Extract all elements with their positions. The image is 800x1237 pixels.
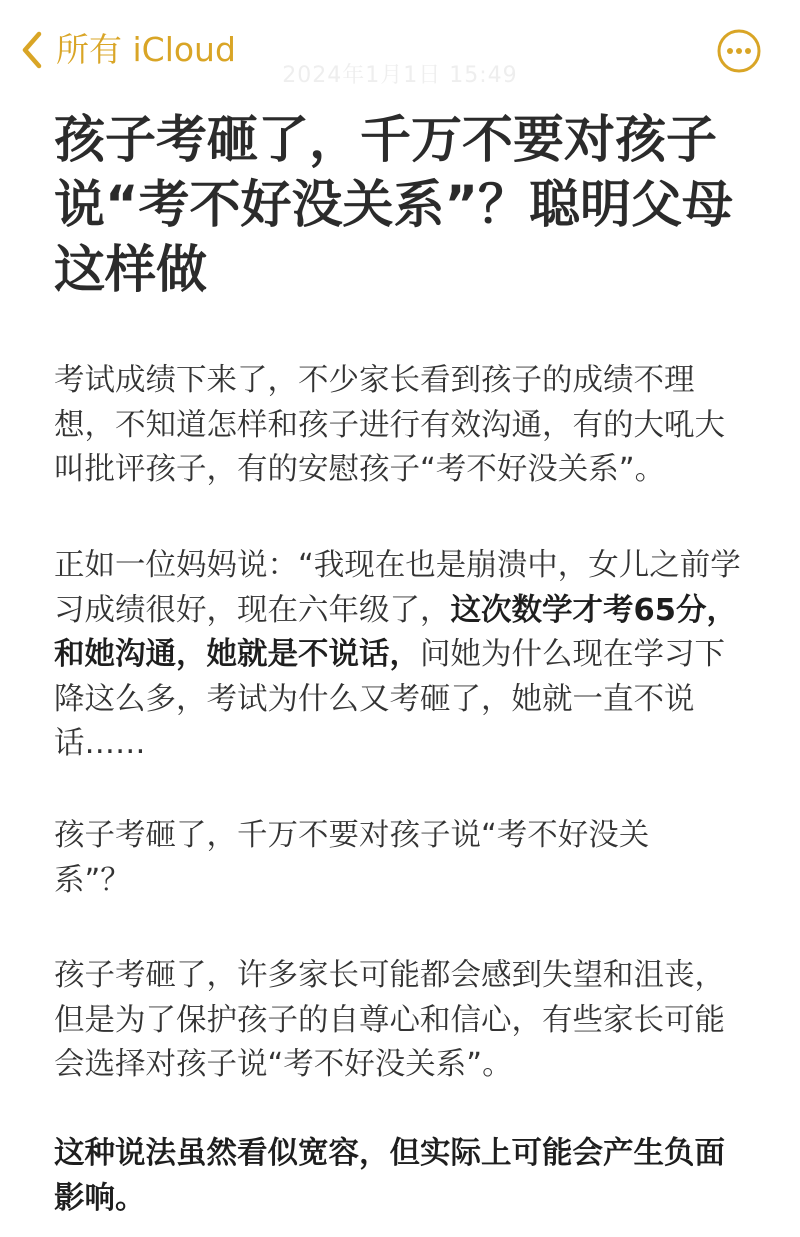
more-button[interactable] (716, 28, 762, 74)
paragraph-quote-start: 正如一位妈妈说：“我现在也是崩溃中，女儿之前学习成绩很好，现在六年级了， (54, 548, 741, 628)
note-timestamp: 2024年1月1日 15:49 (282, 63, 518, 88)
back-label: 所有 iCloud (56, 30, 236, 69)
note-title: 孩子考砸了，千万不要对孩子说“考不好没关系”？聪明父母这样做 (54, 111, 734, 300)
paragraph-question: 孩子考砸了，千万不要对孩子说“考不好没关系”？ (54, 818, 650, 898)
note-body[interactable] (54, 108, 754, 1216)
paragraph-conclusion-bold: 这种说法虽然看似宽容，但实际上可能会产生负面影响。 (54, 1136, 725, 1216)
paragraph-intro: 考试成绩下来了，不少家长看到孩子的成绩不理想，不知道怎样和孩子进行有效沟通，有的大吼大叫批评孩子，有的安慰孩子“考不好没关系”。 (54, 363, 725, 487)
paragraph-quote-bold: 这次数学才考65分，和她沟通，她就是不说话， (54, 592, 737, 672)
paragraph-quote (54, 544, 754, 767)
ellipsis-circle-icon (716, 28, 762, 74)
navigation-bar (0, 0, 800, 100)
paragraph-quote-end: 问她为什么现在学习下降这么多，考试为什么又考砸了，她就一直不说话…… (54, 637, 725, 761)
paragraph-conclusion (54, 1132, 744, 1221)
paragraph-parents: 孩子考砸了，许多家长可能都会感到失望和沮丧，但是为了保护孩子的自尊心和信心，有些家长可能会选择对孩子说“考不好没关系”。 (54, 958, 725, 1082)
